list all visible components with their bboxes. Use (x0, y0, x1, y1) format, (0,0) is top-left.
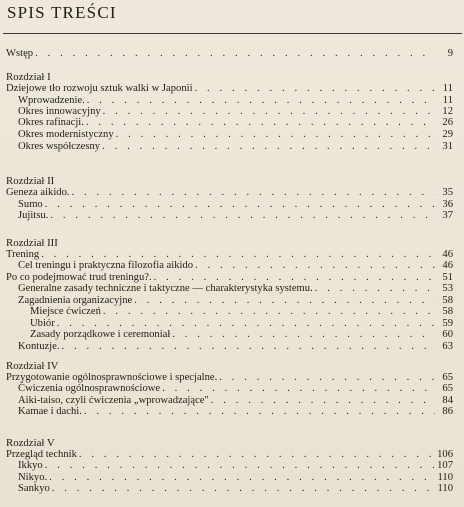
toc-entry (0, 306, 453, 317)
leader-dots (84, 406, 435, 417)
toc-entry (0, 199, 453, 210)
toc-entry-page: 35 (442, 187, 453, 198)
leader-dots (35, 48, 435, 59)
toc-entry-label: Aiki-taiso, czyli ćwiczenia „wprowadzające" (18, 395, 209, 406)
toc-entry-label: Miejsce ćwiczeń (30, 306, 101, 317)
chapter-heading: Rozdział III (6, 237, 58, 249)
toc-entry (0, 449, 453, 460)
toc-entry-page: 51 (442, 272, 453, 283)
toc-entry (0, 283, 453, 294)
toc-entry-page: 46 (442, 249, 453, 260)
leader-dots (72, 187, 435, 198)
toc-entry (0, 329, 453, 340)
toc-entry-page: 84 (442, 395, 453, 406)
leader-dots (87, 95, 435, 106)
toc-entry-page: 60 (442, 329, 453, 340)
leader-dots (103, 306, 435, 317)
leader-dots (211, 395, 435, 406)
toc-entry-label: Okres innowacyjny (18, 106, 101, 117)
leader-dots (154, 272, 435, 283)
toc-entry-label: Sumo (18, 199, 43, 210)
chapter-heading: Rozdział II (6, 175, 55, 187)
toc-entry-label: Okres rafinacji. (18, 117, 84, 128)
leader-dots (315, 283, 435, 294)
toc-entry-page: 65 (442, 383, 453, 394)
toc-entry-label: Wstęp (6, 48, 34, 59)
toc-entry (0, 260, 453, 271)
toc-entry-label: Nikyo. (18, 472, 48, 483)
leader-dots (45, 460, 435, 471)
toc-entry-label: Sankyo (18, 483, 50, 494)
toc-entry-page: 9 (447, 48, 453, 59)
leader-dots (195, 83, 435, 94)
toc-entry-label: Ubiór (30, 318, 55, 329)
toc-entry-page: 46 (442, 260, 453, 271)
toc-entry-page: 110 (437, 472, 453, 483)
toc-entry-label: Jujitsu. (18, 210, 49, 221)
toc-entry (0, 210, 453, 221)
toc-entry-page: 11 (442, 83, 453, 94)
toc-entry-page: 63 (442, 341, 453, 352)
toc-entry (0, 295, 453, 306)
toc-entry (0, 95, 453, 106)
title-rule (3, 33, 462, 34)
toc-entry-label: Po co podejmować trud treningu?. (6, 272, 152, 283)
leader-dots (61, 341, 435, 352)
leader-dots (86, 117, 435, 128)
toc-entry-label: Dziejowe tło rozwoju sztuk walki w Japonii (6, 83, 193, 94)
toc-entry-page: 65 (442, 372, 453, 383)
toc-entry-label: Okres modernistyczny (18, 129, 114, 140)
leader-dots (162, 383, 435, 394)
toc-entry-page: 58 (442, 295, 453, 306)
leader-dots (50, 210, 435, 221)
toc-entry-label: Ćwiczenia ogólnosprawnościowe (18, 383, 161, 394)
toc-entry-page: 26 (442, 117, 453, 128)
chapter-heading: Rozdział I (6, 71, 51, 83)
leader-dots (116, 129, 435, 140)
leader-dots (103, 106, 435, 117)
toc-entry-page: 29 (442, 129, 453, 140)
toc-entry (0, 129, 453, 140)
toc-entry-page: 36 (442, 199, 453, 210)
toc-entry-page: 58 (442, 306, 453, 317)
toc-entry-label: Cel treningu i praktyczna filozofia aikido (18, 260, 194, 271)
toc-entry (0, 395, 453, 406)
toc-entry-page: 59 (442, 318, 453, 329)
toc-entry (0, 106, 453, 117)
leader-dots (79, 449, 435, 460)
toc-entry (0, 406, 453, 417)
toc-entry (0, 141, 453, 152)
toc-entry-label: Okres współczesny (18, 141, 101, 152)
toc-entry (0, 83, 453, 94)
toc-entry-label: Przegląd technik (6, 449, 77, 460)
toc-entry-page: 53 (442, 283, 453, 294)
leader-dots (219, 372, 435, 383)
leader-dots (52, 483, 435, 494)
toc-entry-label: Zagadnienia organizacyjne (18, 295, 133, 306)
chapter-heading: Rozdział IV (6, 360, 59, 372)
toc-entry-page: 110 (437, 483, 453, 494)
toc-entry (0, 272, 453, 283)
toc-entry-label: Zasady porządkowe i ceremoniał (30, 329, 171, 340)
toc-entry-label: Przygotowanie ogólnosprawnościowe i specjalne. (6, 372, 218, 383)
toc-entry-label: Wprowadzenie. (18, 95, 85, 106)
toc-entry-page: 31 (442, 141, 453, 152)
toc-entry (0, 249, 453, 260)
toc-entry-page: 106 (437, 449, 453, 460)
toc-entry-label: Generalne zasady techniczne i taktyczne — charakterystyka systemu. (18, 283, 313, 294)
toc-entry-page: 107 (437, 460, 453, 471)
toc-entry (0, 187, 453, 198)
toc-entry-label: Trening (6, 249, 40, 260)
leader-dots (195, 260, 435, 271)
toc-entry (0, 341, 453, 352)
toc-entry-intro (0, 48, 453, 59)
toc-entry-label: Ikkyo (18, 460, 43, 471)
chapter-heading: Rozdział V (6, 437, 55, 449)
toc-entry (0, 117, 453, 128)
toc-entry-page: 37 (442, 210, 453, 221)
toc-entry-label: Kontuzje. (18, 341, 60, 352)
toc-entry (0, 372, 453, 383)
toc-entry-page: 11 (442, 95, 453, 106)
toc-entry (0, 318, 453, 329)
leader-dots (41, 249, 435, 260)
leader-dots (57, 318, 435, 329)
leader-dots (45, 199, 435, 210)
page-title: SPIS TREŚCI (7, 3, 117, 22)
toc-entry (0, 472, 453, 483)
toc-entry (0, 383, 453, 394)
toc-entry (0, 460, 453, 471)
leader-dots (172, 329, 435, 340)
leader-dots (134, 295, 435, 306)
toc-entry-page: 86 (442, 406, 453, 417)
toc-entry-label: Geneza aikido. (6, 187, 70, 198)
leader-dots (49, 472, 435, 483)
toc-entry (0, 483, 453, 494)
leader-dots (102, 141, 435, 152)
toc-entry-page: 12 (442, 106, 453, 117)
toc-entry-label: Kamae i dachi. (18, 406, 82, 417)
